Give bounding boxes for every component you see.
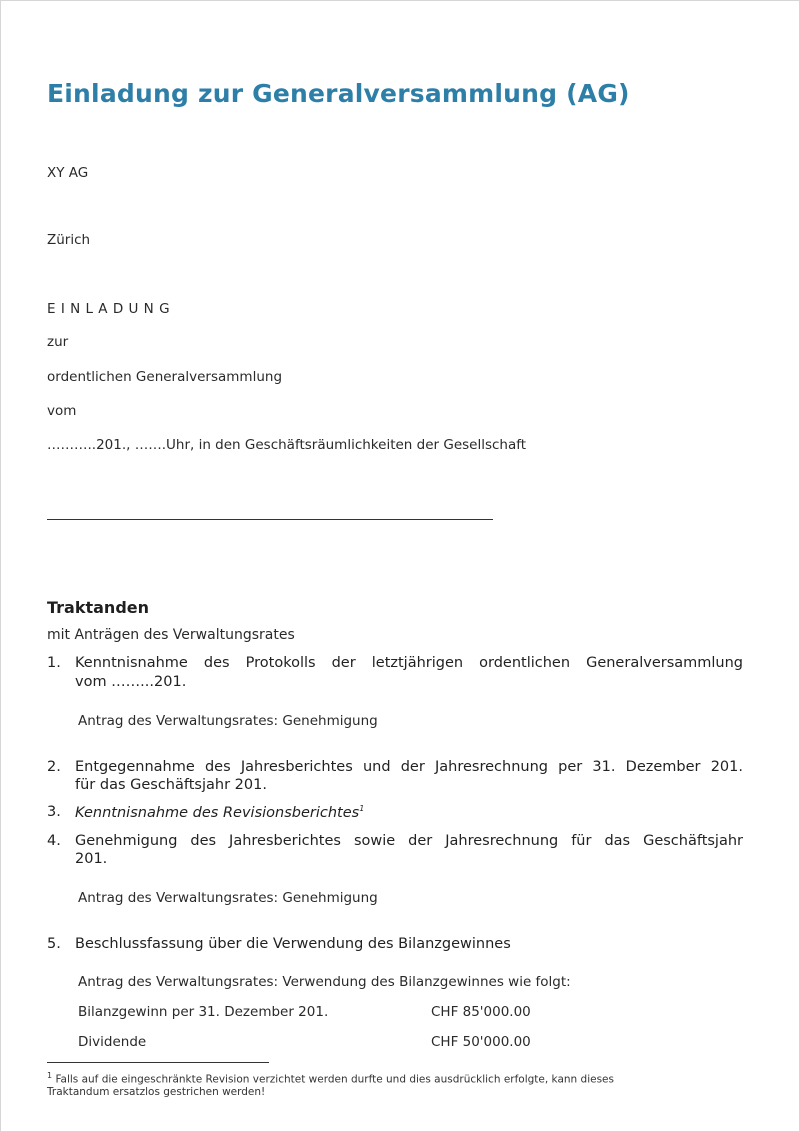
footnote-line2: Traktandum ersatzlos gestrichen werden! — [47, 1086, 266, 1098]
agenda-item-1-motion: Antrag des Verwaltungsrates: Genehmigung — [78, 713, 378, 729]
agenda-item-2-line2: für das Geschäftsjahr 201. — [75, 777, 267, 793]
agenda-item-1-line2: vom ……...201. — [75, 674, 187, 690]
date-line: ………..201., …….Uhr, in den Geschäftsräumlichkeiten der Gesellschaft — [47, 437, 527, 453]
vom-line: vom — [47, 403, 77, 419]
agenda-subheading: mit Anträgen des Verwaltungsrates — [47, 627, 295, 643]
agenda-item-3-number: 3. — [47, 804, 61, 820]
zur-line: zur — [47, 334, 69, 350]
meeting-type: ordentlichen Generalversammlung — [47, 369, 283, 385]
footnote-reference: 1 — [359, 804, 365, 813]
agenda-item-2-number: 2. — [47, 759, 61, 775]
footnote-text-1: Falls auf die eingeschränkte Revision verzichtet werden durfte und dies ausdrücklich erfolgte, kann dieses — [55, 1073, 614, 1086]
agenda-item-3-text: Kenntnisnahme des Revisionsberichtes — [75, 804, 360, 821]
city: Zürich — [47, 232, 91, 248]
footnote-line1 — [47, 1071, 614, 1086]
agenda-item-4-line1: Genehmigung des Jahresberichtes sowie der Jahresrechnung für das Geschäftsjahr — [75, 833, 743, 849]
document-title: Einladung zur Generalversammlung (AG) — [47, 79, 630, 108]
agenda-item-2-line1: Entgegennahme des Jahresberichtes und der Jahresrechnung per 31. Dezember 201. — [75, 759, 743, 775]
agenda-item-3-line1 — [75, 804, 364, 821]
agenda-item-5-number: 5. — [47, 936, 61, 952]
agenda-item-4-number: 4. — [47, 833, 61, 849]
signature-rule — [47, 519, 493, 520]
dividende-amount: CHF 50'000.00 — [431, 1034, 531, 1050]
agenda-item-4-line2: 201. — [75, 851, 108, 867]
company-name: XY AG — [47, 165, 89, 181]
agenda-item-5-line1: Beschlussfassung über die Verwendung des Bilanzgewinnes — [75, 936, 511, 952]
agenda-item-5-motion: Antrag des Verwaltungsrates: Verwendung des Bilanzgewinnes wie folgt: — [78, 974, 571, 990]
bilanzgewinn-label: Bilanzgewinn per 31. Dezember 201. — [78, 1004, 329, 1020]
footnote-rule — [47, 1062, 269, 1063]
einladung-heading: E I N L A D U N G — [47, 301, 171, 317]
agenda-item-4-motion: Antrag des Verwaltungsrates: Genehmigung — [78, 890, 378, 906]
bilanzgewinn-amount: CHF 85'000.00 — [431, 1004, 531, 1020]
agenda-heading: Traktanden — [47, 598, 150, 617]
dividende-label: Dividende — [78, 1034, 147, 1050]
agenda-item-1-line1: Kenntnisnahme des Protokolls der letztjährigen ordentlichen Generalversammlung — [75, 655, 743, 671]
footnote-marker: 1 — [47, 1071, 53, 1080]
agenda-item-1-number: 1. — [47, 655, 61, 671]
